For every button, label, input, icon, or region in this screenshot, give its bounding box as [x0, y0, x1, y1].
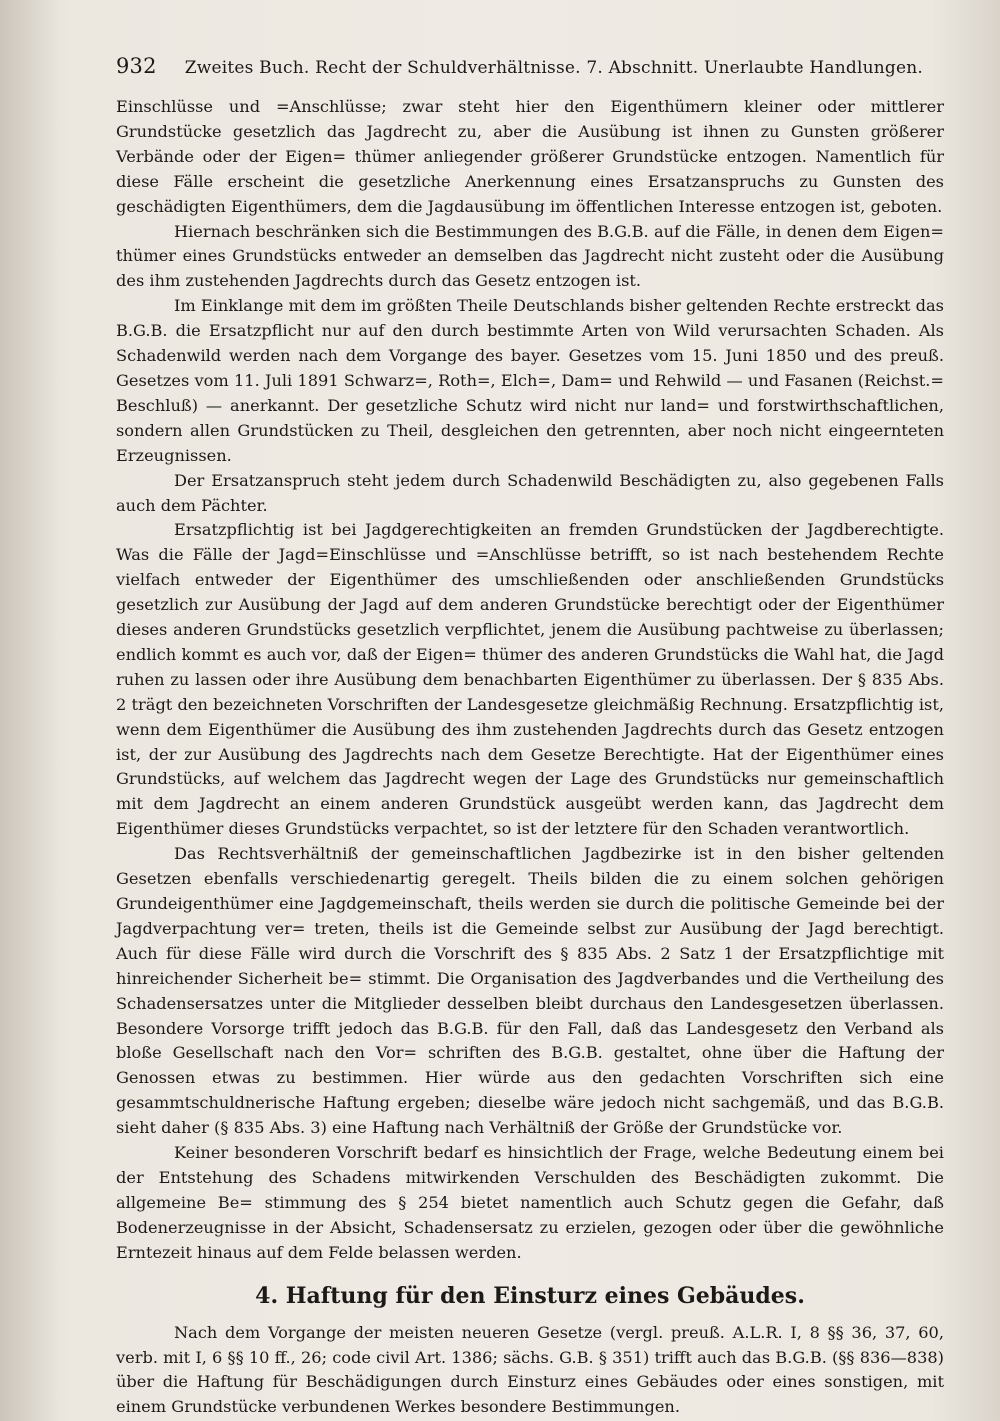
page-number: 932 — [116, 54, 157, 78]
page-header — [116, 54, 923, 88]
paragraph: Das Rechtsverhältniß der gemeinschaftlichen Jagdbezirke ist in den bisher geltenden Gesetzen ebenfalls verschiedenartig geregelt. Theils bilden die zu einem solchen gehörigen Grundeigenthümer eine Jagdgemeinschaft, theils werden sie durch die politische Gemeinde bei der Jagdverpachtung ver= treten, theils ist die Gemeinde selbst zur Ausübung der Jagd berechtigt. Auch für diese Fälle wird durch die Vorschrift des § 835 Abs. 2 Satz 1 der Ersatzpflichtige mit hinreichender Sicherheit be= stimmt. Die Organisation des Jagdverbandes und die Vertheilung des Schadensersatzes unter die Mitglieder desselben bleibt durchaus den Landesgesetzen überlassen. Besondere Vorsorge trifft jedoch das B.G.B. für den Fall, daß das Landesgesetz den Verband als bloße Gesellschaft nach den Vor= schriften des B.G.B. gestaltet, ohne über die Haftung der Genossen etwas zu bestimmen. Hier würde aus den gedachten Vorschriften sich eine gesammtschuldnerische Haftung ergeben; dieselbe wäre jedoch nicht sachgemäß, und das B.G.B. sieht daher (§ 835 Abs. 3) eine Haftung nach Verhältniß der Größe der Grundstücke vor. — [116, 844, 944, 1138]
paragraph: Einschlüsse und =Anschlüsse; zwar steht hier den Eigenthümern kleiner oder mittlerer Grundstücke gesetzlich das Jagdrecht zu, aber die Ausübung ist ihnen zu Gunsten größerer Verbände oder der Eigen= thümer anliegender größerer Grundstücke entzogen. Namentlich für diese Fälle erscheint die gesetzliche Anerkennung eines Ersatzanspruchs zu Gunsten des geschädigten Eigenthümers, dem die Jagdausübung im öffentlichen Interesse entzogen ist, geboten. — [116, 97, 944, 216]
running-head: Zweites Buch. Recht der Schuldverhältnisse. 7. Abschnitt. Unerlaubte Handlungen. — [184, 58, 923, 78]
paragraph: Der Ersatzanspruch steht jedem durch Schadenwild Beschädigten zu, also gegebenen Falls auch dem Pächter. — [116, 470, 944, 515]
paragraph: Keiner besonderen Vorschrift bedarf es hinsichtlich der Frage, welche Bedeutung einem bei der Entstehung des Schadens mitwirkenden Verschulden des Beschädigten zukommt. Die allgemeine Be= stimmung des § 254 bietet namentlich auch Schutz gegen die Gefahr, daß Bodenerzeugnisse in der Absicht, Schadensersatz zu erzielen, gezogen oder über die gewöhnliche Erntezeit hinaus auf dem Felde belassen werden. — [116, 1143, 944, 1262]
paragraph: Nach dem Vorgange der meisten neueren Gesetze (vergl. preuß. A.L.R. I, 8 §§ 36, 37, 60, verb. mit I, 6 §§ 10 ff., 26; code civil Art. 1386; sächs. G.B. § 351) trifft auch das B.G.B. (§§ 836—838) über die Haftung für Beschädigungen durch Einsturz eines Gebäudes oder eines sonstigen, mit einem Grundstücke verbundenen Werkes besondere Bestimmungen. — [116, 1322, 944, 1417]
paragraph: Hiernach beschränken sich die Bestimmungen des B.G.B. auf die Fälle, in denen dem Eigen= thümer eines Grundstücks entweder an demselben das Jagdrecht nicht zusteht oder die Ausübung des ihm zustehenden Jagdrechts durch das Gesetz entzogen ist. — [116, 221, 944, 291]
paragraph: Ersatzpflichtig ist bei Jagdgerechtigkeiten an fremden Grundstücken der Jagdberechtigte. Was die Fälle der Jagd=Einschlüsse und =Anschlüsse betrifft, so ist nach bestehendem Rechte vielfach entweder der Eigenthümer des umschließenden oder anschließenden Grundstücks gesetzlich zur Ausübung der Jagd auf dem anderen Grundstücke berechtigt oder der Eigenthümer dieses anderen Grundstücks gesetzlich verpflichtet, jenem die Ausübung pachtweise zu überlassen; endlich kommt es auch vor, daß der Eigen= thümer des anderen Grundstücks die Wahl hat, die Jagd ruhen zu lassen oder ihre Ausübung dem benachbarten Eigenthümer zu überlassen. Der § 835 Abs. 2 trägt den bezeichneten Vorschriften der Landesgesetze gleichmäßig Rechnung. Ersatzpflichtig ist, wenn dem Eigenthümer die Ausübung des ihm zustehenden Jagdrechts durch das Gesetz entzogen ist, der zur Ausübung des Jagdrechts nach dem Gesetze Berechtigte. Hat der Eigenthümer eines Grundstücks, auf welchem das Jagdrecht wegen der Lage des Grundstücks nur gemeinschaftlich mit dem Jagdrecht an einem anderen Grundstück ausgeübt werden kann, das Jagdrecht dem Eigenthümer dieses Grundstücks verpachtet, so ist der letztere für den Schaden verantwortlich. — [116, 520, 944, 839]
paragraph: Im Einklange mit dem im größten Theile Deutschlands bisher geltenden Rechte erstreckt das B.G.B. die Ersatzpflicht nur auf den durch bestimmte Arten von Wild verursachten Schaden. Als Schadenwild werden nach dem Vorgange des bayer. Gesetzes vom 15. Juni 1850 und des preuß. Gesetzes vom 11. Juli 1891 Schwarz=, Roth=, Elch=, Dam= und Rehwild — und Fasanen (Reichst.= Beschluß) — anerkannt. Der gesetzliche Schutz wird nicht nur land= und forstwirthschaftlichen, sondern allen Grundstücken zu Theil, desgleichen den getrennten, aber noch nicht eingeernteten Erzeugnissen. — [116, 296, 944, 465]
body-text — [116, 95, 944, 1420]
gutter-shadow — [0, 0, 60, 1421]
section-heading: 4. Haftung für den Einsturz eines Gebäudes. — [255, 1282, 805, 1309]
